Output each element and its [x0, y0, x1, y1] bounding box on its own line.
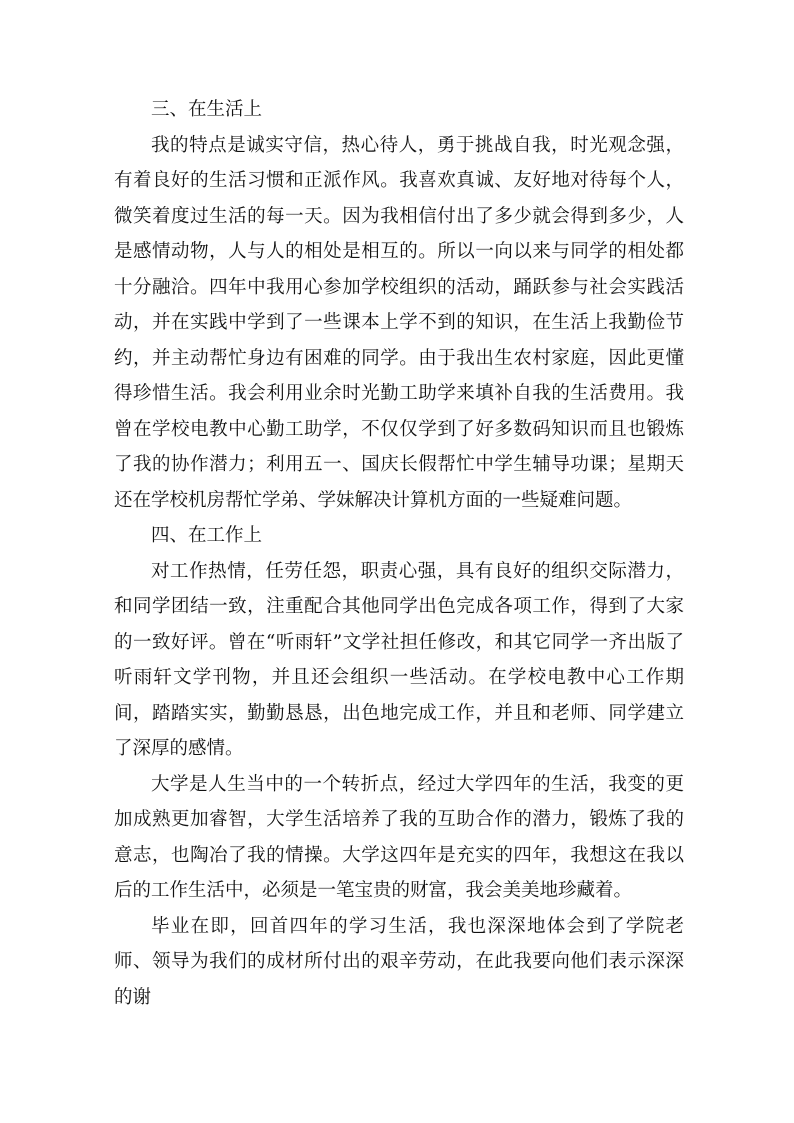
section-heading-work: 四、在工作上	[151, 525, 263, 546]
paragraph-graduation: 毕业在即，回首四年的学习生活，我也深深地体会到了学院老师、领导为我们的成材所付出的艰辛劳动，在此我要向他们表示深深的谢	[114, 915, 684, 1008]
paragraph-university: 大学是人生当中的一个转折点，经过大学四年的生活，我变的更加成熟更加睿智，大学生活培养了我的互助合作的潜力，锻炼了我的意志，也陶冶了我的情操。大学这四年是充实的四年，我想这在我以后的工作生活中，必须是一笔宝贵的财富，我会美美地珍藏着。	[114, 773, 684, 901]
section-heading-life: 三、在生活上	[151, 99, 263, 120]
section-paragraph-life: 我的特点是诚实守信，热心待人，勇于挑战自我，时光观念强，有着良好的生活习惯和正派作风。我喜欢真诚、友好地对待每个人，微笑着度过生活的每一天。因为我相信付出了多少就会得到多少，人是感情动物，人与人的相处是相互的。所以一向以来与同学的相处都十分融洽。四年中我用心参加学校组织的活动，踊跃参与社会实践活动，并在实践中学到了一些课本上学不到的知识，在生活上我勤俭节约，并主动帮忙身边有困难的同学。由于我出生农村家庭，因此更懂得珍惜生活。我会利用业余时光勤工助学来填补自我的生活费用。我曾在学校电教中心勤工助学，不仅仅学到了好多数码知识而且也锻炼了我的协作潜力；利用五一、国庆长假帮忙中学生辅导功课；星期天还在学校机房帮忙学弟、学妹解决计算机方面的一些疑难问题。	[114, 134, 684, 511]
section-paragraph-work: 对工作热情，任劳任怨，职责心强，具有良好的组织交际潜力，和同学团结一致，注重配合其他同学出色完成各项工作，得到了大家的一致好评。曾在“听雨轩”文学社担任修改，和其它同学一齐出版了听雨轩文学刊物，并且还会组织一些活动。在学校电教中心工作期间，踏踏实实，勤勤恳恳，出色地完成工作，并且和老师、同学建立了深厚的感情。	[114, 560, 684, 759]
document-body	[114, 92, 684, 1015]
